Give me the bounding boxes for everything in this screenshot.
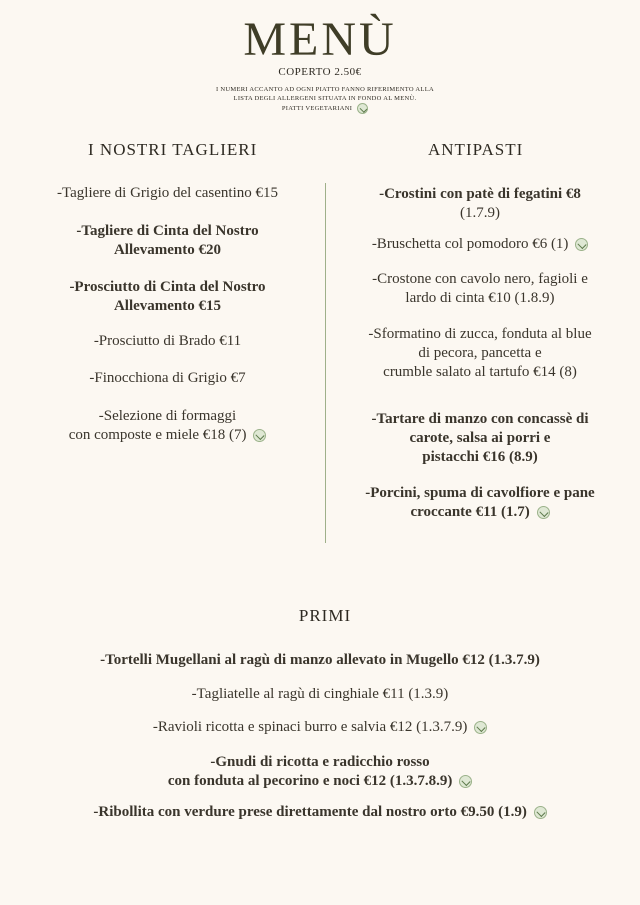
section-title-antipasti: ANTIPASTI — [428, 140, 524, 159]
column-divider — [325, 183, 326, 543]
item-line: Allevamento €15 — [113, 298, 222, 314]
menu-item-crostini — [335, 185, 625, 223]
item-line: -Crostini con patè di fegatini €8 — [379, 186, 581, 202]
item-line: -Crostone con cavolo nero, fagioli e — [372, 271, 588, 287]
menu-item-sformatino — [335, 325, 625, 382]
item-line: Allevamento €20 — [113, 242, 222, 258]
menu-item-ribollita — [0, 804, 640, 821]
item-line: con fonduta al pecorino e noci €12 (1.3.7.8.9) — [167, 773, 453, 789]
menu-item-porcini — [335, 484, 625, 522]
menu-item-tartare — [335, 410, 625, 467]
item-line: -Selezione di formaggi — [98, 408, 237, 424]
vegetarian-leaf-icon — [537, 506, 550, 519]
item-line: (1.7.9) — [460, 205, 500, 221]
menu-item-crostone — [335, 270, 625, 308]
item-line: -Ravioli ricotta e spinaci burro e salvia €12 (1.3.7.9) — [152, 719, 468, 735]
item-line: lardo di cinta €10 (1.8.9) — [405, 290, 555, 306]
item-line: -Finocchiona di Grigio €7 — [89, 370, 246, 386]
item-line: -Prosciutto di Brado €11 — [93, 333, 242, 349]
item-line: con composte e miele €18 (7) — [68, 427, 247, 443]
menu-item-tortelli — [0, 652, 640, 669]
vegetarian-leaf-icon — [357, 103, 368, 114]
menu-item-tagliatelle — [0, 686, 640, 703]
item-line: -Ribollita con verdure prese direttamente dal nostro orto €9.50 (1.9) — [93, 804, 527, 820]
vegetarian-legend — [200, 103, 450, 114]
item-line: pistacchi €16 (8.9) — [422, 449, 538, 465]
item-line: croccante €11 (1.7) — [410, 504, 530, 520]
item-line: -Tartare di manzo con concassè di — [371, 411, 589, 427]
menu-item-finocchiona — [20, 370, 315, 387]
item-line: -Tortelli Mugellani al ragù di manzo allevato in Mugello €12 (1.3.7.9) — [100, 652, 540, 668]
item-line: -Porcini, spuma di cavolfiore e pane — [365, 485, 595, 501]
menu-item-bruschetta — [335, 236, 625, 253]
item-line: -Tagliere di Cinta del Nostro — [76, 223, 259, 239]
allergen-note — [200, 85, 450, 114]
vegetarian-leaf-icon — [534, 806, 547, 819]
item-line: -Sformatino di zucca, fonduta al blue — [368, 326, 592, 342]
item-line: -Tagliere di Grigio del casentino €15 — [57, 185, 278, 201]
item-line: crumble salato al tartufo €14 (8) — [383, 364, 577, 380]
coperto-price: COPERTO 2.50€ — [278, 66, 362, 78]
item-line: carote, salsa ai porri e — [409, 430, 551, 446]
allergen-note-line1: I NUMERI ACCANTO AD OGNI PIATTO FANNO RIFERIMENTO ALLA — [216, 86, 434, 93]
item-line: -Gnudi di ricotta e radicchio rosso — [210, 754, 430, 770]
menu-item-tagliere-cinta — [20, 222, 315, 260]
vegetarian-leaf-icon — [474, 721, 487, 734]
item-line-with-icon — [335, 503, 625, 522]
menu-item-formaggi — [20, 407, 315, 445]
allergen-note-line2: LISTA DEGLI ALLERGENI SITUATA IN FONDO AL MENÙ. — [233, 95, 417, 102]
vegetarian-leaf-icon — [253, 429, 266, 442]
menu-title: MENÙ — [243, 13, 397, 66]
menu-item-gnudi — [0, 753, 640, 791]
menu-item-tagliere-grigio — [20, 185, 315, 202]
section-title-primi: PRIMI — [298, 606, 352, 625]
menu-item-ravioli — [0, 719, 640, 736]
menu-item-prosciutto-cinta — [20, 278, 315, 316]
vegetarian-leaf-icon — [575, 238, 588, 251]
item-line-with-icon — [0, 772, 640, 791]
menu-item-prosciutto-brado — [20, 333, 315, 350]
item-line: -Tagliatelle al ragù di cinghiale €11 (1.3.9) — [191, 686, 449, 702]
item-line-with-icon — [20, 426, 315, 445]
vegetarian-leaf-icon — [459, 775, 472, 788]
vegetarian-legend-label: PIATTI VEGETARIANI — [281, 104, 353, 112]
section-title-taglieri: I NOSTRI TAGLIERI — [88, 140, 258, 159]
item-line: di pecora, pancetta e — [418, 345, 542, 361]
item-line: -Prosciutto di Cinta del Nostro — [69, 279, 266, 295]
item-line: -Bruschetta col pomodoro €6 (1) — [371, 236, 569, 252]
